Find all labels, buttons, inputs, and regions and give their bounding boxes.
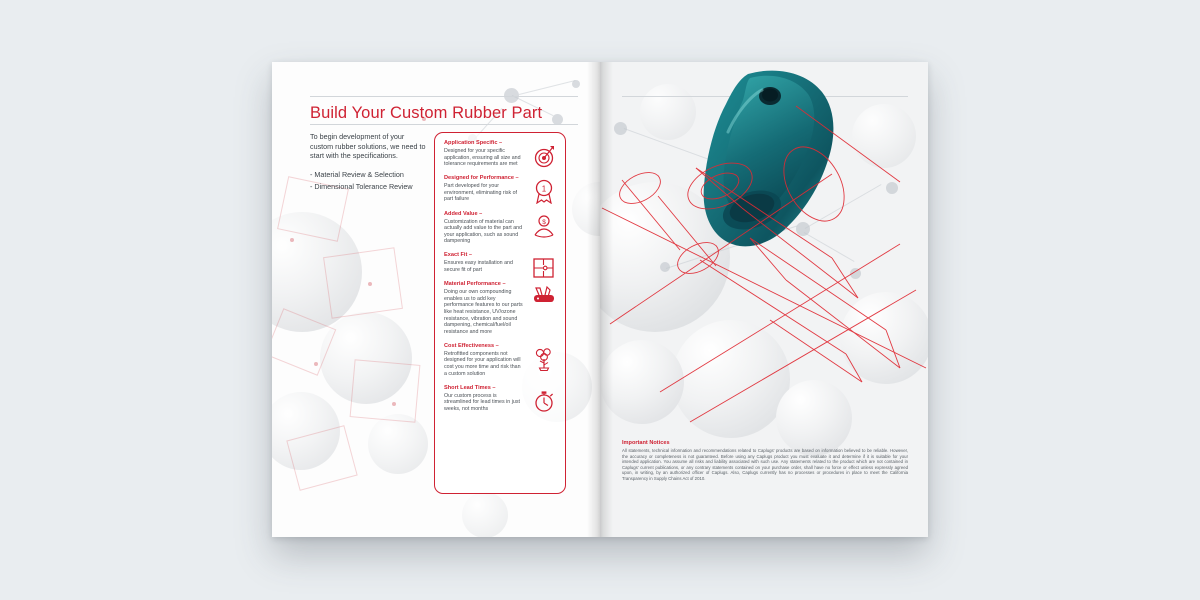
lattice-node [290,238,294,242]
money-tree-icon [529,344,559,374]
feature-heading: Exact Fit – [444,252,472,259]
feature-heading: Material Performance – [444,281,506,288]
hex-lattice [323,247,403,318]
header-rule-top [310,96,578,97]
feature-cost-effectiveness [444,343,557,377]
features-panel [434,132,566,494]
intro-paragraph: To begin development of your custom rubber solutions, we need to start with the specifications. [310,132,426,161]
svg-text:$: $ [542,218,546,226]
page-title: Build Your Custom Rubber Part [310,104,543,122]
feature-heading: Designed for Performance – [444,175,519,182]
feature-body: Retrofitted components not designed for your application will cost you more time and risk than a custom solution [444,350,521,377]
hand-coin-icon [529,212,559,242]
brochure-spread [272,62,928,537]
feature-body: Doing our own compounding enables us to add key performance features to our parts like heat resistance, UV/ozone resistance, vibration and sound dampening, chemical/fuel/oil resistance and more [444,289,523,335]
header-rule-bottom [310,124,578,125]
stopwatch-icon [529,386,559,416]
intro-block [310,132,428,195]
notices-title: Important Notices [622,440,670,446]
feature-body: Our custom process is streamlined for lead times in just weeks, not months [444,392,520,412]
notices-body: All statements, technical information and recommendations related to Caplugs' products are based on information believed to be reliable. However, the accuracy or completeness is not guaranteed. Before using any Caplugs product you must evaluate it and determine if it is suitable for your intended application. You assume all risks and liability associated with such use. Any statements related to the product which are not contained in Caplugs' current publications, or any contrary statements contained on your purchase order, shall have no force or effect unless expressly agreed upon, in writing, by an authorized officer of Caplugs. Also, Caplugs currently has no processes or procedures in place to meet the California Transparency in Supply Chains Act of 2010. [622,448,908,481]
feature-heading: Added Value – [444,210,483,217]
svg-text:1: 1 [541,184,547,194]
feature-body: Part developed for your environment, eliminating risk of part failure [444,183,518,203]
swiss-army-knife-icon [529,282,559,312]
feature-heading: Cost Effectiveness – [444,342,499,349]
feature-short-lead-times [444,385,557,413]
target-icon [529,141,559,171]
feature-body: Designed for your specific application, ensuring all size and tolerance requirements are met [444,148,521,168]
feature-heading: Application Specific – [444,140,503,146]
intro-bullet-material: - Material Review & Selection [310,169,404,179]
award-medal-icon [529,176,559,206]
lattice-node [314,362,318,366]
hex-lattice [350,359,421,423]
feature-heading: Short Lead Times – [444,384,496,391]
important-notices [622,440,908,482]
feature-body: Customization of material can actually add value to the part and your application, such as sound dampening [444,218,523,245]
mol-bond [519,80,576,95]
feature-designed-for-performance [444,175,557,203]
feature-application-specific [444,140,557,168]
puzzle-piece-icon [529,253,559,283]
intro-bullet-tolerance: - Dimensional Tolerance Review [310,182,413,192]
lattice-node [368,282,372,286]
decor-sphere [368,414,428,474]
decor-sphere [462,492,508,537]
feature-body: Ensures easy installation and secure fit of part [444,260,513,274]
decor-sphere [572,182,600,236]
feature-exact-fit [444,252,557,273]
lattice-node [392,402,396,406]
feature-added-value [444,211,557,245]
left-page [272,62,600,537]
right-page [600,62,928,537]
feature-material-performance [444,281,557,335]
